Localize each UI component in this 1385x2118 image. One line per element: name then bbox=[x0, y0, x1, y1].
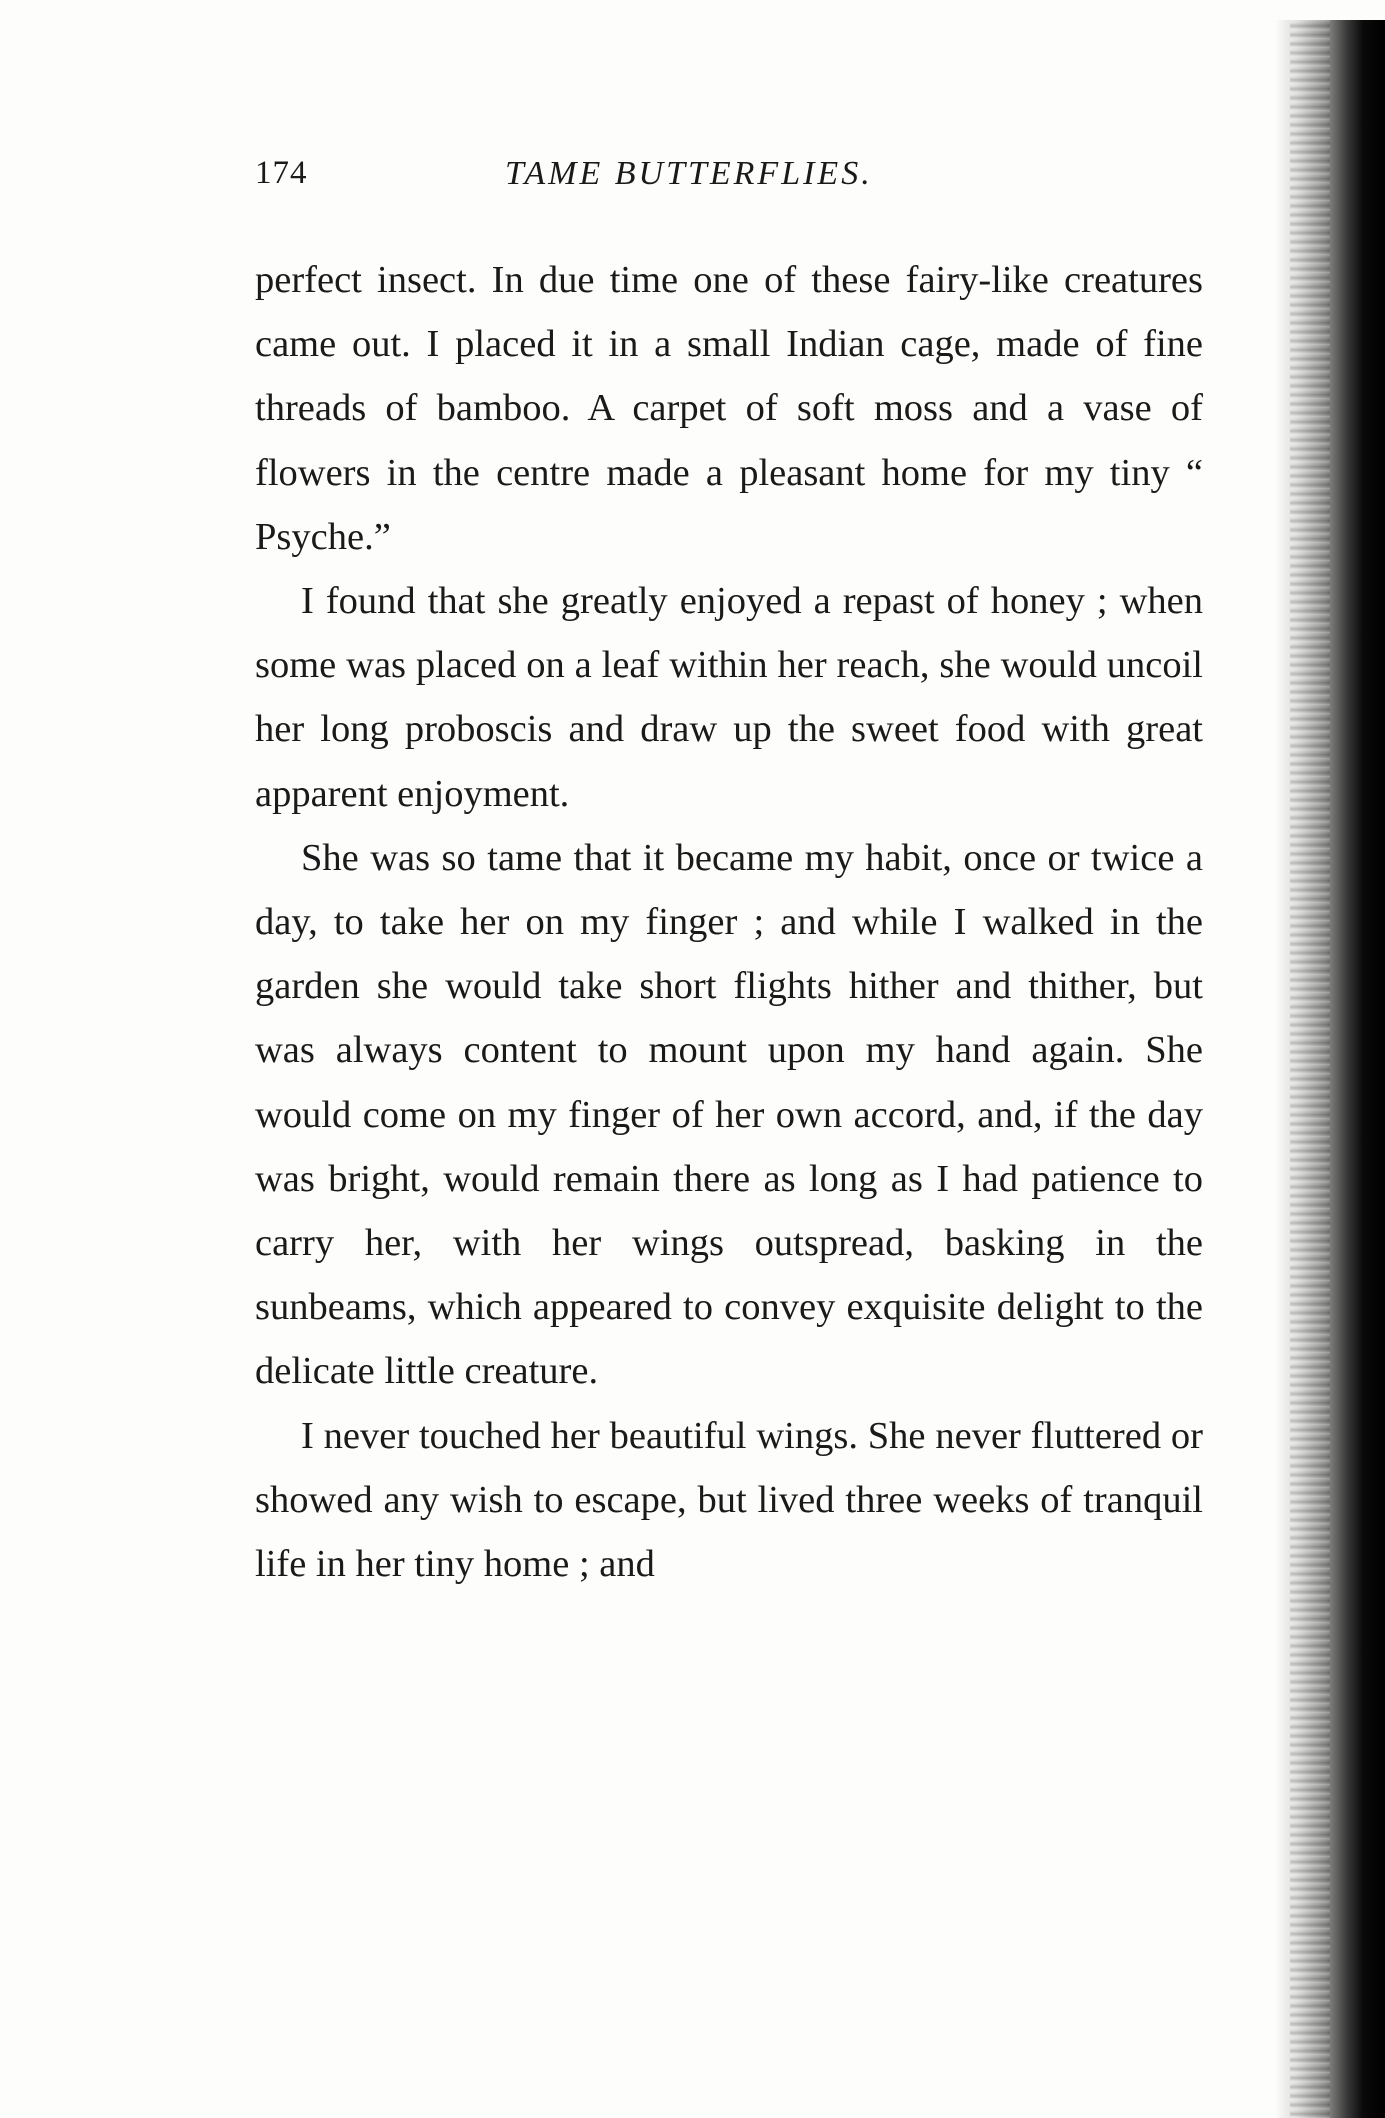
body-text bbox=[255, 248, 1203, 1596]
paragraph: perfect insect. In due time one of these fairy-like creatures came out. I placed it in a small Indian cage, made of fine threads of bamboo. A carpet of soft moss and a vase of flowers in the centre made a pleasant home for my tiny “ Psyche.” bbox=[255, 259, 1203, 558]
paragraph: I never touched her beautiful wings. She never fluttered or showed any wish to escape, but lived three weeks of tranquil life in her tiny home ; and bbox=[255, 1414, 1203, 1586]
paragraph: I found that she greatly enjoyed a repast of honey ; when some was placed on a leaf within her reach, she would uncoil her long proboscis and draw up the sweet food with great apparent enjoyment. bbox=[255, 580, 1203, 815]
binding-gutter-texture bbox=[1290, 20, 1330, 2118]
page-header bbox=[255, 155, 1205, 205]
paragraph: She was so tame that it became my habit, once or twice a day, to take her on my finger ; and while I walked in the garden she would take short flights hither and thither, but was always content to mount upon my hand again. She would come on my finger of her own accord, and, if the day was bright, would remain there as long as I had patience to carry her, with her wings outspread, basking in the sunbeams, which appeared to convey exquisite delight to the delicate little creature. bbox=[255, 836, 1203, 1393]
running-title: TAME BUTTERFLIES. bbox=[505, 155, 873, 192]
page-number: 174 bbox=[255, 155, 308, 191]
